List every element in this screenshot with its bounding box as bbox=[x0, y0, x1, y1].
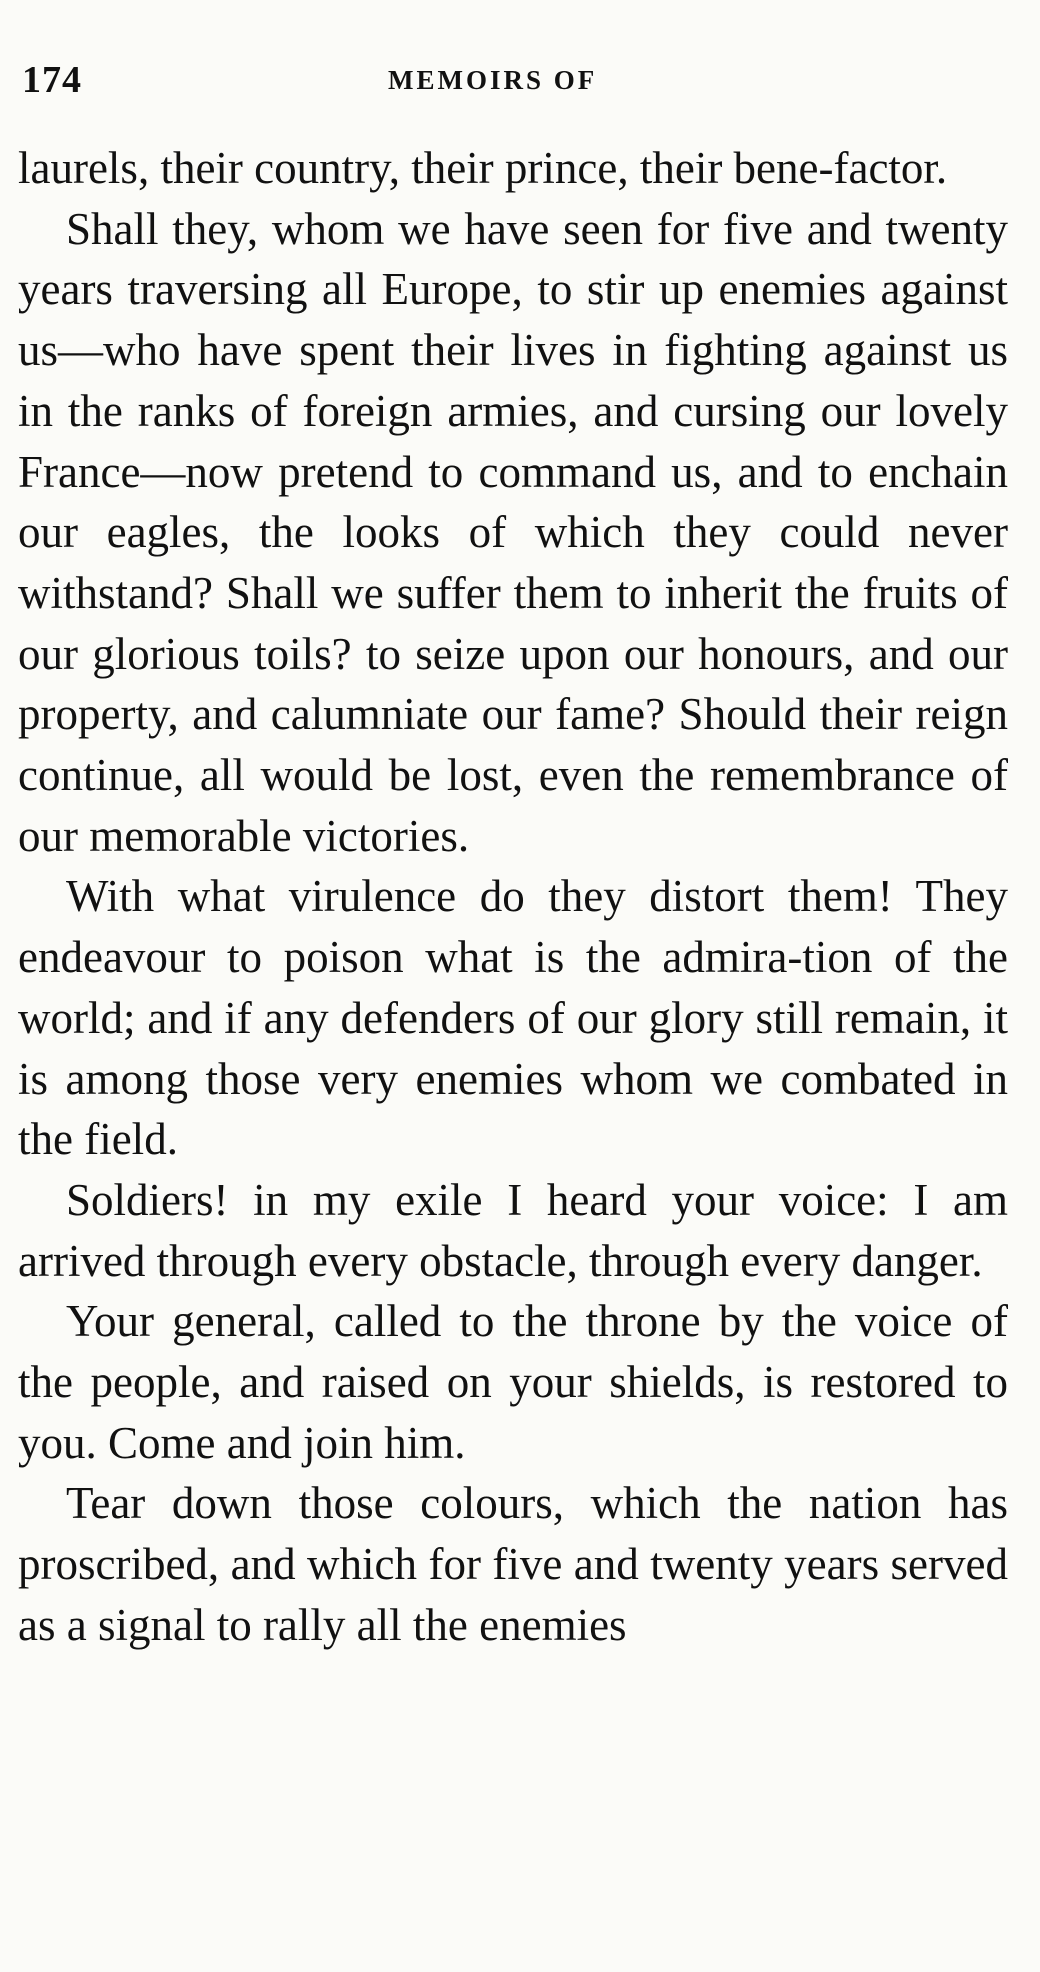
paragraph-shall-they: Shall they, whom we have seen for five and twenty years traversing all Europe, to stir up enemies against us—who have spent their lives in fighting against us in the ranks of foreign armies, and cursing our lovely France—now pretend to command us, and to enchain our eagles, the looks of which they could never withstand? Shall we suffer them to inherit the fruits of our glorious toils? to seize upon our honours, and our property, and calumniate our fame? Should their reign continue, all would be lost, even the remembrance of our memorable victories. bbox=[18, 203, 1008, 861]
running-title: MEMOIRS OF bbox=[388, 65, 598, 95]
paragraph-continued: laurels, their country, their prince, their bene-factor. bbox=[18, 143, 948, 193]
paragraph-tear-down: Tear down those colours, which the nation has proscribed, and which for five and twenty years served as a signal to rally all the enemies bbox=[18, 1478, 1008, 1650]
paragraph-your-general: Your general, called to the throne by the voice of the people, and raised on your shields, is restored to you. Come and join him. bbox=[18, 1296, 1008, 1468]
page-number: 174 bbox=[22, 59, 82, 101]
paragraph-virulence: With what virulence do they distort them! They endeavour to poison what is the admira-tion of the world; and if any defenders of our glory still remain, it is among those very enemies whom we combated in the field. bbox=[18, 871, 1008, 1165]
paragraph-soldiers: Soldiers! in my exile I heard your voice: I am arrived through every obstacle, through every danger. bbox=[18, 1174, 1008, 1286]
page-body bbox=[18, 138, 1008, 1656]
page-header bbox=[18, 55, 1008, 105]
book-page bbox=[18, 0, 1008, 1972]
